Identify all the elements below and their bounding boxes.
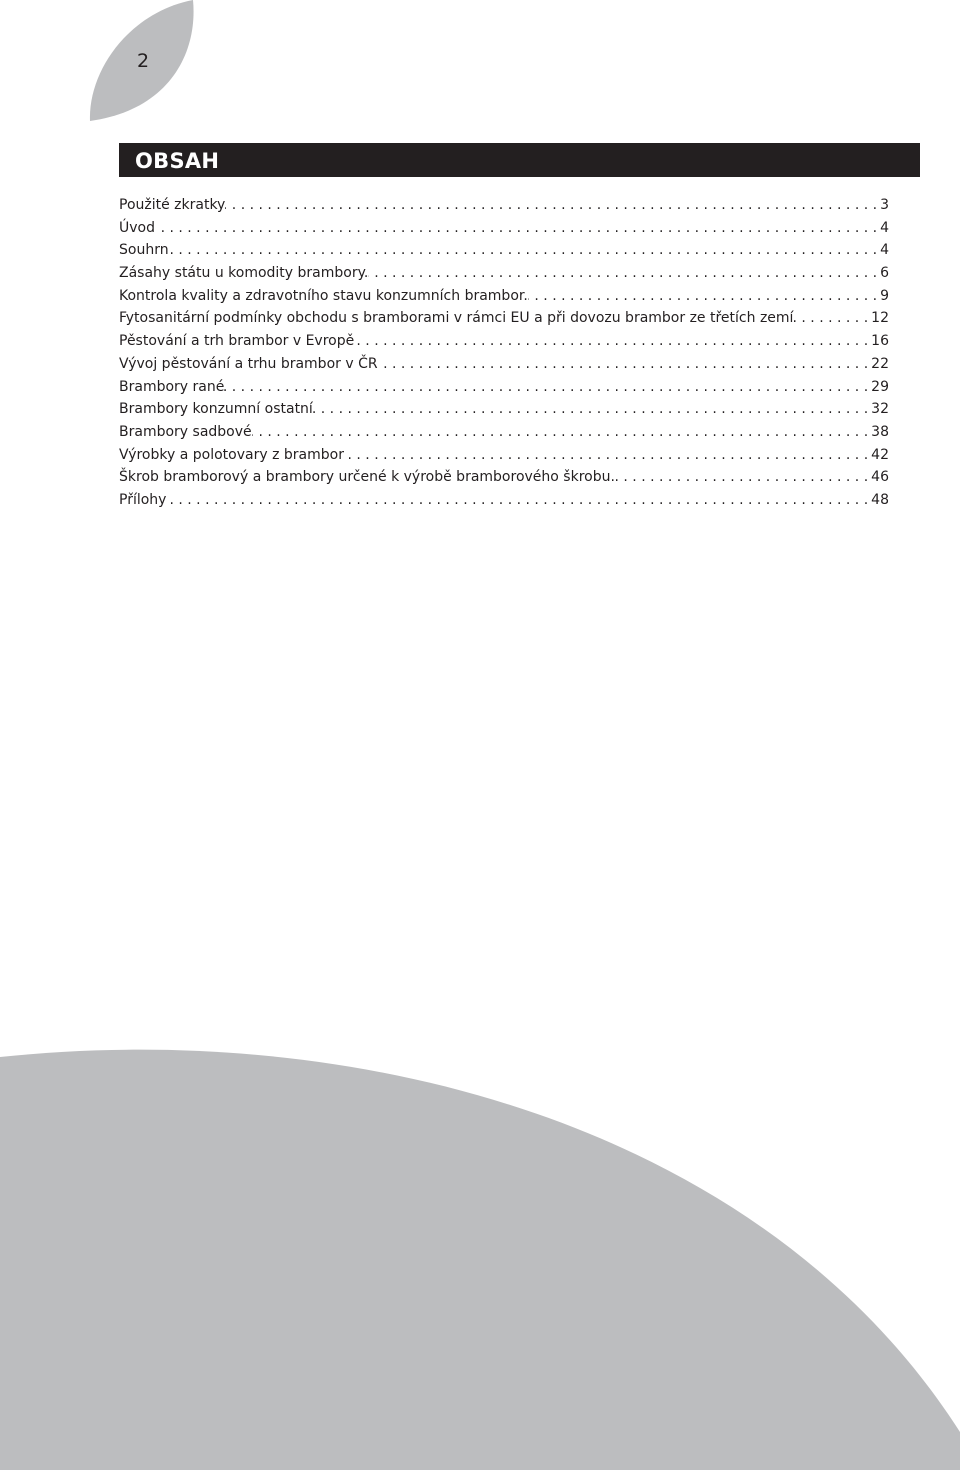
toc-entry[interactable] xyxy=(119,330,889,353)
toc-leader-dots xyxy=(344,444,868,467)
toc-leader-dots xyxy=(155,217,877,240)
toc-entry-page: 42 xyxy=(871,446,889,463)
page-number: 2 xyxy=(136,50,150,72)
heading-bar xyxy=(119,143,920,177)
toc-entry-page: 29 xyxy=(871,378,889,395)
toc-entry[interactable] xyxy=(119,285,889,308)
toc-entry-page: 46 xyxy=(871,469,889,486)
toc-entry[interactable] xyxy=(119,466,889,489)
toc-leader-dots xyxy=(528,285,877,308)
toc-entry[interactable] xyxy=(119,239,889,262)
toc-entry-page: 3 xyxy=(880,197,889,213)
toc-entry-title: Fytosanitární podmínky obchodu s bramborami v rámci EU a při dovozu brambor ze třetích zemí xyxy=(119,310,794,327)
toc-leader-dots xyxy=(793,307,868,330)
toc-leader-dots xyxy=(313,398,868,421)
toc-leader-dots xyxy=(615,466,868,489)
toc-entry[interactable] xyxy=(119,489,889,512)
toc-entry-page: 9 xyxy=(880,287,889,304)
table-of-contents xyxy=(119,194,889,512)
toc-entry-title: Brambory konzumní ostatní xyxy=(119,401,313,418)
toc-entry-title: Vývoj pěstování a trhu brambor v ČR xyxy=(119,355,378,372)
toc-leader-dots xyxy=(368,262,877,285)
toc-entry-title: Použité zkratky xyxy=(119,197,226,213)
toc-entry[interactable] xyxy=(119,353,889,376)
toc-entry-title: Souhrn xyxy=(119,242,169,259)
toc-entry-page: 16 xyxy=(871,333,889,350)
toc-leader-dots xyxy=(166,489,868,512)
toc-entry-page: 12 xyxy=(871,310,889,327)
toc-entry[interactable] xyxy=(119,307,889,330)
toc-leader-dots xyxy=(252,421,869,444)
toc-leader-dots xyxy=(354,330,868,353)
toc-entry-title: Brambory sadbové xyxy=(119,423,252,440)
toc-entry-title: Přílohy xyxy=(119,491,167,508)
toc-leader-dots xyxy=(225,194,877,217)
toc-leader-dots xyxy=(378,353,869,376)
toc-entry-title: Kontrola kvality a zdravotního stavu konzumních brambor. xyxy=(119,287,528,304)
arc-shape-bottom xyxy=(0,1050,960,1470)
toc-entry[interactable] xyxy=(119,376,889,399)
toc-entry-title: Pěstování a trh brambor v Evropě xyxy=(119,333,355,350)
toc-entry-page: 22 xyxy=(871,355,889,372)
toc-entry-page: 48 xyxy=(871,491,889,508)
toc-entry[interactable] xyxy=(119,262,889,285)
toc-entry-page: 4 xyxy=(880,219,889,236)
toc-leader-dots xyxy=(224,376,868,399)
toc-entry-page: 38 xyxy=(871,423,889,440)
toc-entry[interactable] xyxy=(119,217,889,240)
toc-entry-title: Úvod xyxy=(119,219,155,236)
toc-entry-title: Zásahy státu u komodity brambory. xyxy=(119,265,369,282)
page-heading: OBSAH xyxy=(135,149,220,173)
toc-entry-page: 32 xyxy=(871,401,889,418)
toc-entry[interactable] xyxy=(119,398,889,421)
toc-entry-page: 6 xyxy=(880,265,889,282)
toc-entry-title: Škrob bramborový a brambory určené k výrobě bramborového škrobu. xyxy=(119,469,615,486)
toc-entry[interactable] xyxy=(119,444,889,467)
toc-entry[interactable] xyxy=(119,421,889,444)
toc-entry-title: Výrobky a polotovary z brambor xyxy=(119,446,344,463)
toc-entry[interactable] xyxy=(119,194,889,217)
toc-entry-title: Brambory rané xyxy=(119,378,225,395)
toc-leader-dots xyxy=(169,239,877,262)
toc-entry-page: 4 xyxy=(880,242,889,259)
